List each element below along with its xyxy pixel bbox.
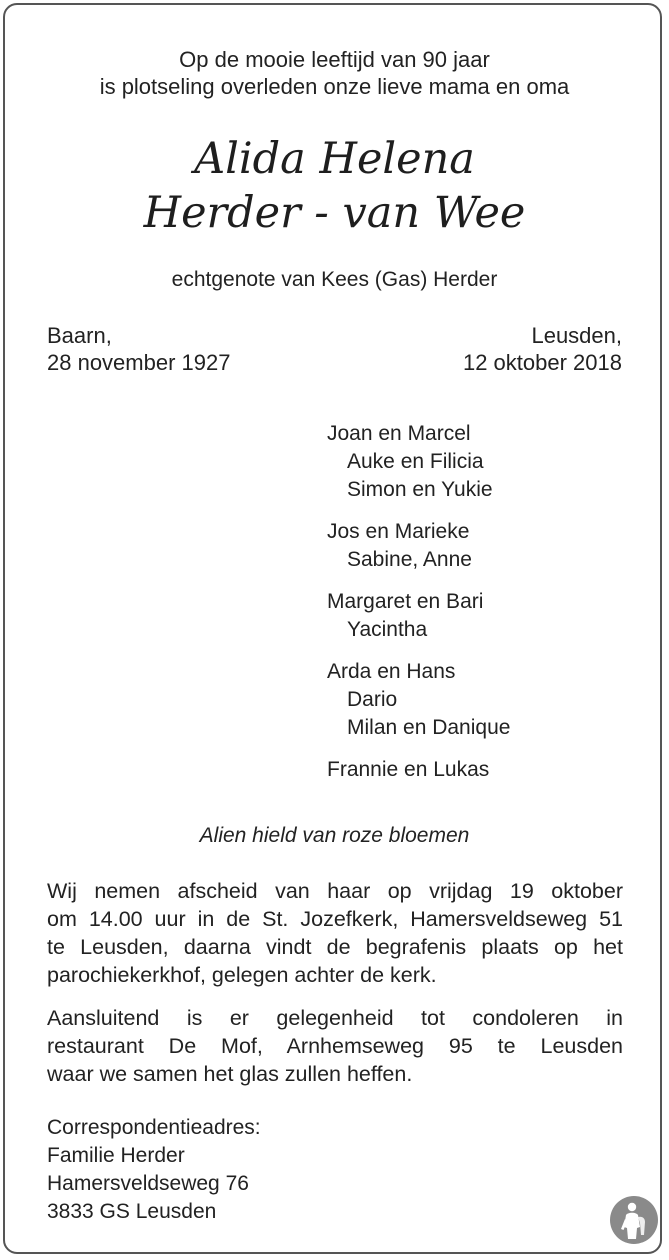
farewell-line: parochiekerkhof, gelegen achter de kerk. bbox=[47, 963, 437, 987]
family-list bbox=[327, 420, 510, 798]
farewell-line: om 14.00 uur in de St. Jozefkerk, Hamersveldseweg 51 bbox=[47, 907, 623, 931]
condolence-line: waar we samen het glas zullen heffen. bbox=[47, 1062, 413, 1086]
birth-date: 28 november 1927 bbox=[47, 350, 231, 375]
family-member: Frannie en Lukas bbox=[327, 758, 490, 781]
grandchild: Auke en Filicia bbox=[347, 450, 484, 473]
address-city: 3833 GS Leusden bbox=[47, 1200, 217, 1223]
family-member: Joan en Marcel bbox=[327, 422, 471, 445]
family-group bbox=[327, 756, 510, 784]
address-name: Familie Herder bbox=[47, 1144, 185, 1167]
farewell-line: te Leusden, daarna vindt de begrafenis plaats op het bbox=[47, 935, 623, 959]
death-date: 12 oktober 2018 bbox=[462, 350, 622, 375]
deceased-name-last: Herder - van Wee bbox=[143, 188, 526, 238]
family-member: Margaret en Bari bbox=[327, 590, 484, 613]
spouse-line: echtgenote van Kees (Gas) Herder bbox=[171, 268, 498, 291]
family-member: Jos en Marieke bbox=[327, 520, 470, 543]
memorial-figure-icon bbox=[609, 1195, 659, 1245]
address-street: Hamersveldseweg 76 bbox=[47, 1172, 249, 1195]
deceased-name-first: Alida Helena bbox=[194, 134, 475, 184]
family-group bbox=[327, 588, 510, 644]
farewell-line: Wij nemen afscheid van haar op vrijdag 19 oktober bbox=[47, 879, 623, 903]
grandchild: Simon en Yukie bbox=[347, 478, 493, 501]
address-heading: Correspondentieadres: bbox=[47, 1116, 261, 1139]
family-group bbox=[327, 658, 510, 742]
intro-line-2: is plotseling overleden onze lieve mama en oma bbox=[99, 74, 570, 99]
grandchild: Yacintha bbox=[347, 618, 428, 641]
family-group bbox=[327, 518, 510, 574]
family-group bbox=[327, 420, 510, 504]
correspondence-address bbox=[47, 1114, 261, 1226]
farewell-paragraph bbox=[47, 877, 623, 989]
condolence-line: Aansluitend is er gelegenheid tot condoleren in bbox=[47, 1006, 623, 1030]
death-place: Leusden, bbox=[531, 323, 622, 348]
grandchild: Milan en Danique bbox=[347, 716, 511, 739]
birth-place: Baarn, bbox=[47, 323, 112, 348]
intro-line-1: Op de mooie leeftijd van 90 jaar bbox=[179, 47, 490, 72]
family-member: Arda en Hans bbox=[327, 660, 456, 683]
condolence-paragraph bbox=[47, 1004, 623, 1088]
grandchild: Sabine, Anne bbox=[347, 548, 472, 571]
memorial-quote: Alien hield van roze bloemen bbox=[199, 824, 470, 847]
condolence-line: restaurant De Mof, Arnhemseweg 95 te Leusden bbox=[47, 1034, 623, 1058]
grandchild: Dario bbox=[347, 688, 398, 711]
